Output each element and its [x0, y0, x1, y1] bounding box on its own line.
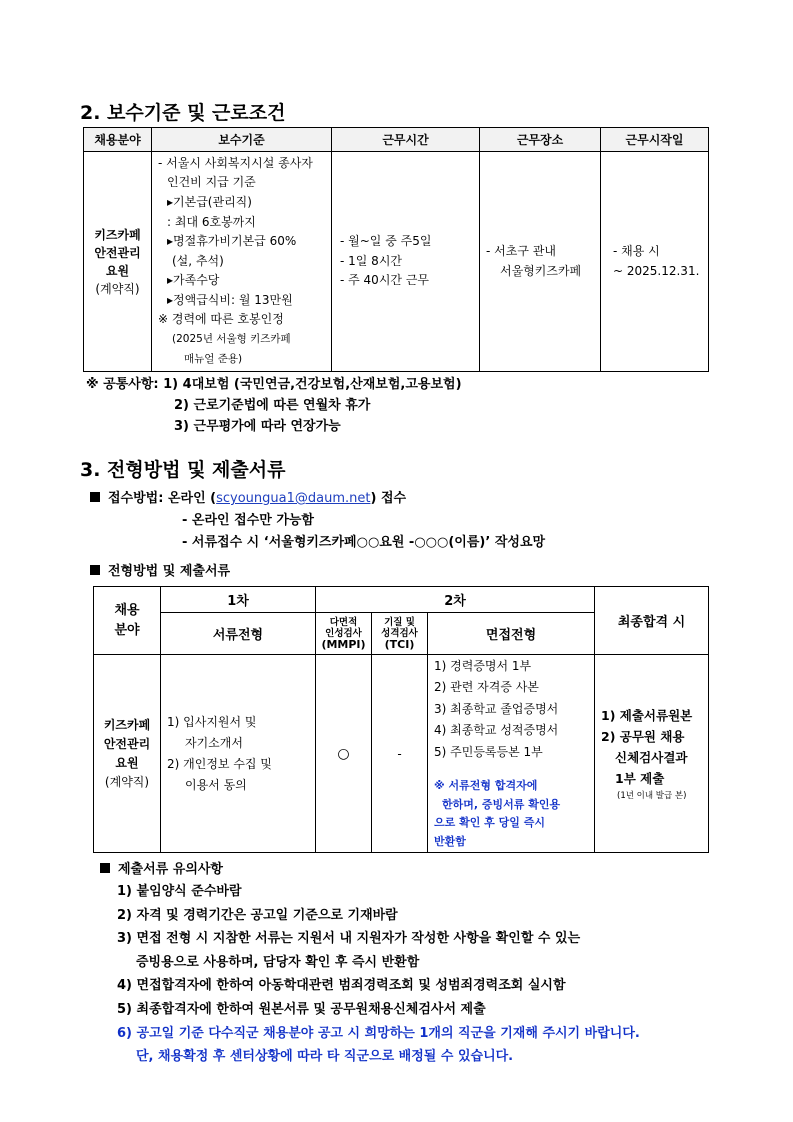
header-round-1: 1차	[161, 587, 316, 613]
section-3-title: 3. 전형방법 및 제출서류	[80, 459, 286, 481]
section-2-title: 2. 보수기준 및 근로조건	[80, 102, 286, 124]
header-doc-review: 서류전형	[161, 613, 316, 655]
receive-notes: - 온라인 접수만 가능함 - 서류접수 시 ‘서울형키즈카페○○요원 -○○○(이름)’ 작성요망	[182, 513, 546, 550]
selection-body-row	[94, 655, 709, 853]
common-item-3: 3) 근무평가에 따라 연장가능	[174, 419, 341, 434]
header-tci: 기질 및 성격검사 (TCI)	[372, 613, 428, 655]
header-mmpi: 다면적 인성검사 (MMPI)	[316, 613, 372, 655]
common-item-2: 2) 근로기준법에 따른 연월차 휴가	[174, 398, 371, 413]
pay-standard-cell: - 서울시 사회복지시설 종사자 인건비 지급 기준 ▸기본급(관리직) : 최대 6호봉까지 ▸명절휴가비기본급 60% (설, 추석) ▸가족수당 ▸정액급식비: 월 13만원 ※ 경력에 따른 호봉인정 (2025년 서울형 키즈카페 매뉴얼 준용)	[152, 152, 332, 372]
place-cell: - 서초구 관내 서울형키즈카페	[480, 152, 601, 372]
doc-notes-list: 1) 붙임양식 준수바람 2) 자격 및 경력기간은 공고일 기준으로 기재바람 3) 면접 전형 시 지참한 서류는 지원서 내 지원자가 작성한 사항을 확인할 수 있는 증빙용으로 사용하며, 담당자 확인 후 즉시 반환함 4) 면접합격자에 한하여 아동학대관련 범죄경력조회 및 성범죄경력조회 실시함 5) 최종합격자에 한하여 원본서류 및 공무원채용신체검사서 제출 6) 공고일 기준 다수직군 채용분야 공고 시 희망하는 1개의 직군을 기재해 주시기 바랍니다. 단, 채용확정 후 센터상황에 따라 타 직군으로 배정될 수 있습니다.	[117, 884, 640, 1065]
header-pay: 보수기준	[152, 128, 332, 152]
receive-method: 접수방법: 온라인 (scyoungua1@daum.net) 접수	[90, 487, 406, 506]
tci-mark: -	[372, 655, 428, 853]
selection-header-row-1	[94, 587, 709, 613]
header-round-2: 2차	[316, 587, 595, 613]
field-cell: 키즈카페 안전관리 요원 (계약직)	[84, 152, 152, 372]
header-field: 채용 분야	[94, 587, 161, 655]
doc-review-cell: 1) 입사지원서 및 자기소개서 2) 개인정보 수집 및 이용서 동의	[161, 655, 316, 853]
header-interview: 면접전형	[428, 613, 595, 655]
start-cell: - 채용 시 ~ 2025.12.31.	[601, 152, 709, 372]
square-bullet-icon	[100, 863, 110, 873]
header-start: 근무시작일	[601, 128, 709, 152]
final-cell: 1) 제출서류원본 2) 공무원 채용 신체검사결과 1부 제출 (1년 이내 발급 본)	[595, 655, 709, 853]
header-final: 최종합격 시	[595, 587, 709, 655]
pay-table-header-row	[84, 128, 709, 152]
pay-table-row	[84, 152, 709, 372]
mmpi-mark: ○	[316, 655, 372, 853]
email-link[interactable]: scyoungua1@daum.net	[216, 491, 371, 506]
common-notes: ※ 공통사항: 1) 4대보험 (국민연금,건강보험,산재보험,고용보험) 2) 근로기준법에 따른 연월차 휴가 3) 근무평가에 따라 연장가능	[86, 374, 462, 437]
common-item-1: 1) 4대보험 (국민연금,건강보험,산재보험,고용보험)	[163, 377, 462, 392]
selection-table	[93, 586, 709, 853]
doc-notes-heading: 제출서류 유의사항	[100, 858, 223, 877]
interview-cell: 1) 경력증명서 1부 2) 관련 자격증 사본 3) 최종학교 졸업증명서 4) 최종학교 성적증명서 5) 주민등록등본 1부 ※ 서류전형 합격자에 한하며, 증빙서류 확인용 으로 확인 후 당일 즉시 반환함	[428, 655, 595, 853]
square-bullet-icon	[90, 492, 100, 502]
method-heading: 전형방법 및 제출서류	[90, 560, 230, 579]
interview-note: ※ 서류전형 합격자에 한하며, 증빙서류 확인용 으로 확인 후 당일 즉시 반환함	[434, 779, 561, 848]
selection-field-cell: 키즈카페 안전관리 요원 (계약직)	[94, 655, 161, 853]
square-bullet-icon	[90, 565, 100, 575]
hours-cell: - 월~일 중 주5일 - 1일 8시간 - 주 40시간 근무	[332, 152, 480, 372]
header-field: 채용분야	[84, 128, 152, 152]
header-hours: 근무시간	[332, 128, 480, 152]
pay-conditions-table	[83, 127, 709, 372]
header-place: 근무장소	[480, 128, 601, 152]
